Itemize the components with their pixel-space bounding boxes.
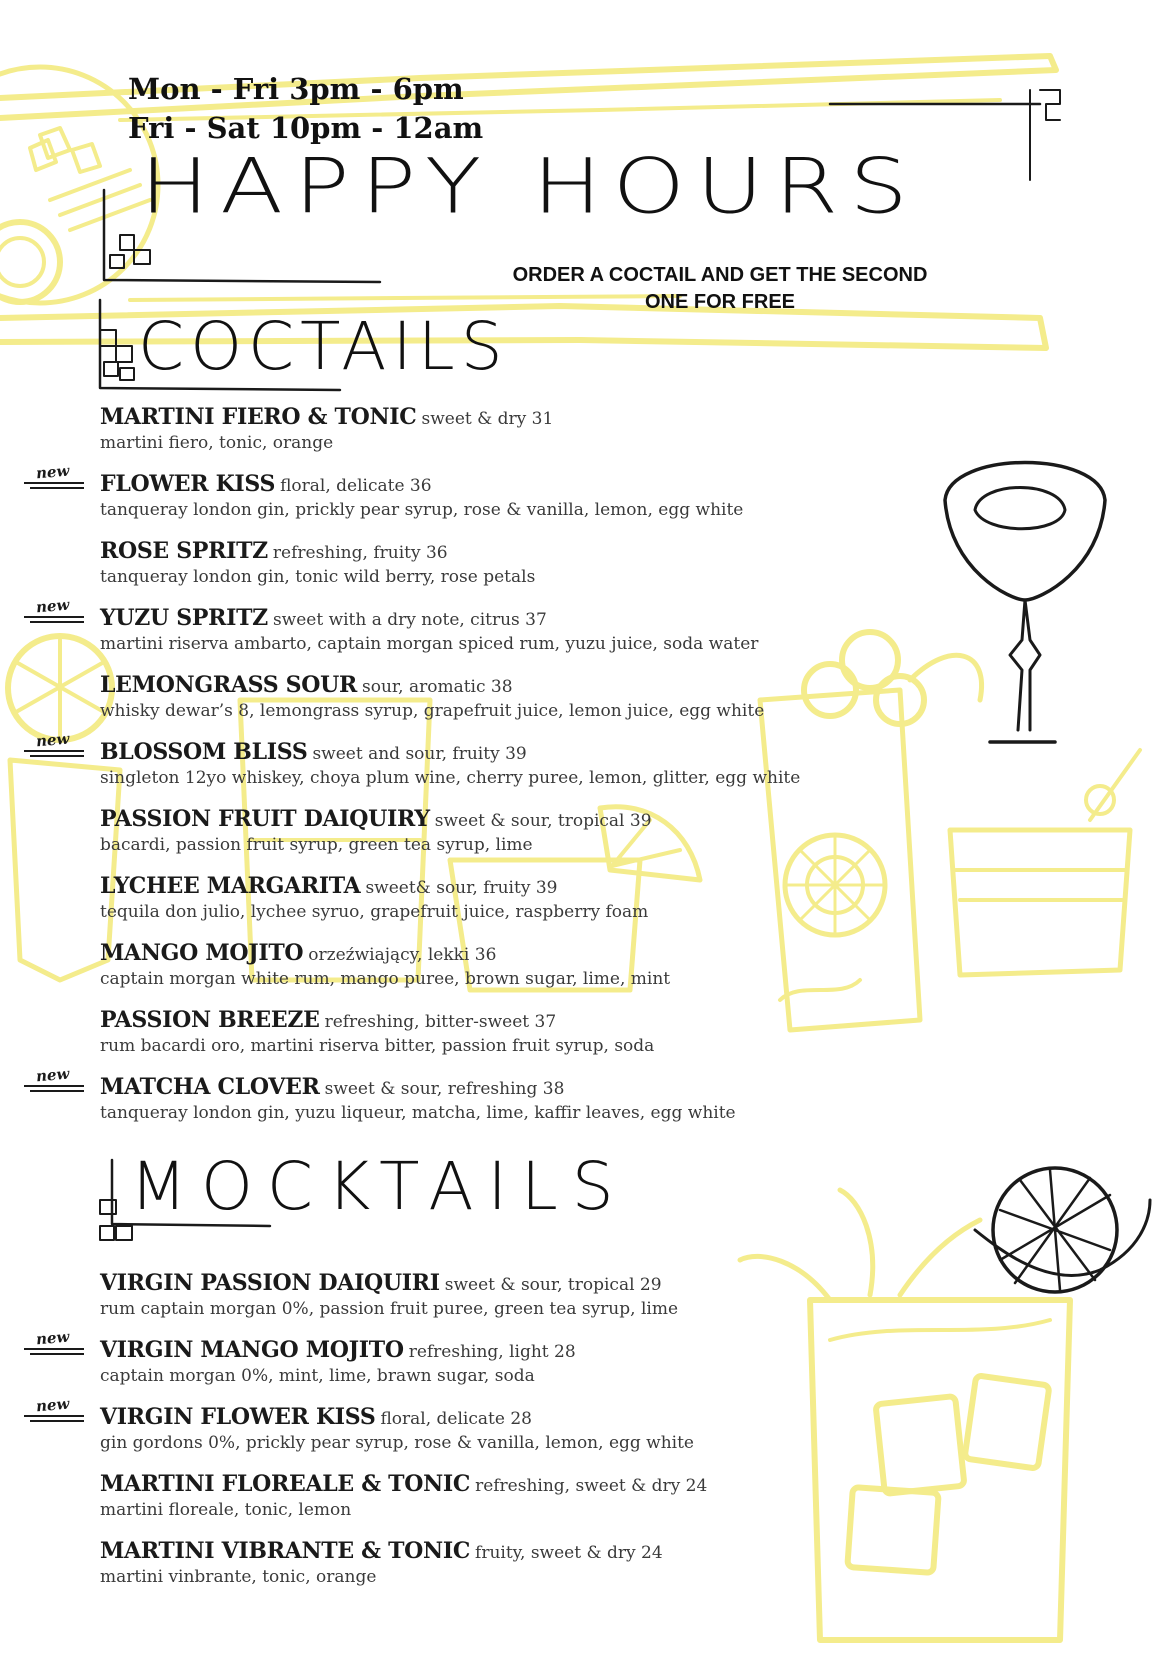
menu-item <box>100 739 880 789</box>
opening-hours <box>128 70 483 148</box>
menu-item-ingredients: tequila don julio, lychee syruo, grapefruit juice, raspberry foam <box>100 902 649 922</box>
menu-item-name: VIRGIN MANGO MOJITO <box>100 1337 404 1363</box>
offer-line-1: ORDER A COCTAIL AND GET THE SECOND <box>512 264 928 286</box>
new-badge-label: new <box>35 1327 71 1349</box>
promo-offer <box>490 262 950 316</box>
menu-item <box>100 404 880 454</box>
menu-item-tag-price: sweet & sour, tropical 39 <box>434 811 652 831</box>
menu-item-header <box>100 739 880 767</box>
menu-item-name: VIRGIN PASSION DAIQUIRI <box>100 1270 440 1296</box>
new-badge-underline <box>30 1090 84 1092</box>
menu-item-ingredients: captain morgan 0%, mint, lime, brawn sugar, soda <box>100 1366 535 1386</box>
menu-item-ingredients: rum captain morgan 0%, passion fruit puree, green tea syrup, lime <box>100 1299 678 1319</box>
hours-weekend: Fri - Sat 10pm - 12am <box>128 111 484 145</box>
menu-item-tag-price: refreshing, light 28 <box>408 1342 576 1362</box>
menu-item <box>100 672 880 722</box>
menu-item-name: PASSION BREEZE <box>100 1007 320 1033</box>
menu-item-tag-price: refreshing, bitter-sweet 37 <box>324 1012 557 1032</box>
hours-weekday: Mon - Fri 3pm - 6pm <box>128 72 464 106</box>
menu-item-name: YUZU SPRITZ <box>100 605 268 631</box>
menu-item-header <box>100 1270 880 1298</box>
menu-item-tag-price: sweet and sour, fruity 39 <box>312 744 527 764</box>
menu-item-ingredients: tanqueray london gin, yuzu liqueur, matcha, lime, kaffir leaves, egg white <box>100 1103 736 1123</box>
menu-item <box>100 1007 880 1057</box>
new-badge-underline <box>30 621 84 623</box>
menu-item <box>100 471 880 521</box>
menu-item <box>100 605 880 655</box>
menu-item-header <box>100 1471 880 1499</box>
new-badge-label: new <box>35 729 71 751</box>
menu-item-header <box>100 1538 880 1566</box>
new-badge-underline <box>24 750 84 752</box>
menu-item-tag-price: sweet & sour, refreshing 38 <box>324 1079 565 1099</box>
menu-item-name: BLOSSOM BLISS <box>100 739 308 765</box>
menu-item <box>100 1337 880 1387</box>
menu-item-ingredients: singleton 12yo whiskey, choya plum wine, cherry puree, lemon, glitter, egg white <box>100 768 801 788</box>
new-badge-label: new <box>35 595 71 617</box>
new-badge-underline <box>30 1420 84 1422</box>
menu-item-ingredients: tanqueray london gin, prickly pear syrup, rose & vanilla, lemon, egg white <box>100 500 744 520</box>
menu-item-name: MATCHA CLOVER <box>100 1074 320 1100</box>
new-badge <box>20 1394 88 1426</box>
menu-item <box>100 538 880 588</box>
menu-item-header <box>100 873 880 901</box>
menu-item <box>100 1471 880 1521</box>
new-badge-label: new <box>35 1064 71 1086</box>
menu-item <box>100 1074 880 1124</box>
menu-item-tag-price: refreshing, sweet & dry 24 <box>475 1476 708 1496</box>
menu-item <box>100 1270 880 1320</box>
menu-item-header <box>100 404 880 432</box>
menu-item-ingredients: martini riserva ambarto, captain morgan spiced rum, yuzu juice, soda water <box>100 634 759 654</box>
menu-item-tag-price: sweet & sour, tropical 29 <box>444 1275 662 1295</box>
menu-item <box>100 1538 880 1588</box>
menu-item-name: PASSION FRUIT DAIQUIRY <box>100 806 430 832</box>
menu-item-name: FLOWER KISS <box>100 471 276 497</box>
new-badge <box>20 1064 88 1096</box>
menu-item <box>100 806 880 856</box>
menu-item-name: MARTINI FIERO & TONIC <box>100 404 417 430</box>
menu-item-name: LYCHEE MARGARITA <box>100 873 361 899</box>
new-badge <box>20 595 88 627</box>
menu-item-ingredients: martini fiero, tonic, orange <box>100 433 334 453</box>
offer-line-2: ONE FOR FREE <box>644 291 795 313</box>
new-badge <box>20 461 88 493</box>
new-badge-underline <box>24 616 84 618</box>
menu-item-ingredients: gin gordons 0%, prickly pear syrup, rose & vanilla, lemon, egg white <box>100 1433 694 1453</box>
menu-item-header <box>100 1007 880 1035</box>
menu-item-tag-price: refreshing, fruity 36 <box>272 543 448 563</box>
menu-item-name: MANGO MOJITO <box>100 940 304 966</box>
menu-item-header <box>100 538 880 566</box>
menu-item-tag-price: floral, delicate 28 <box>380 1409 532 1429</box>
menu-item-name: ROSE SPRITZ <box>100 538 268 564</box>
new-badge-underline <box>24 1348 84 1350</box>
menu-item-ingredients: rum bacardi oro, martini riserva bitter, passion fruit syrup, soda <box>100 1036 655 1056</box>
new-badge-label: new <box>35 1394 71 1416</box>
menu-item-tag-price: sweet& sour, fruity 39 <box>365 878 558 898</box>
new-badge-label: new <box>35 461 71 483</box>
menu-item <box>100 940 880 990</box>
menu-item-tag-price: fruity, sweet & dry 24 <box>475 1543 663 1563</box>
menu-item-tag-price: orzeźwiający, lekki 36 <box>308 945 497 965</box>
section-title-cocktails: COCTAILS <box>138 308 509 385</box>
new-badge-underline <box>30 487 84 489</box>
new-badge-underline <box>24 1085 84 1087</box>
menu-item-ingredients: captain morgan white rum, mango puree, brown sugar, lime, mint <box>100 969 671 989</box>
menu-item-ingredients: martini vinbrante, tonic, orange <box>100 1567 377 1587</box>
menu-item-header <box>100 806 880 834</box>
new-badge <box>20 1327 88 1359</box>
menu-item-tag-price: sweet & dry 31 <box>421 409 554 429</box>
new-badge-underline <box>30 755 84 757</box>
menu-item-name: MARTINI VIBRANTE & TONIC <box>100 1538 471 1564</box>
new-badge-underline <box>30 1353 84 1355</box>
new-badge <box>20 729 88 761</box>
page-title: HAPPY HOURS <box>140 142 919 231</box>
menu-item-tag-price: sour, aromatic 38 <box>361 677 513 697</box>
menu-item-name: MARTINI FLOREALE & TONIC <box>100 1471 471 1497</box>
new-badge-underline <box>24 1415 84 1417</box>
menu-item-header <box>100 1404 880 1432</box>
menu-item-ingredients: bacardi, passion fruit syrup, green tea syrup, lime <box>100 835 533 855</box>
menu-item-header <box>100 1074 880 1102</box>
menu-item-name: VIRGIN FLOWER KISS <box>100 1404 376 1430</box>
menu-item-name: LEMONGRASS SOUR <box>100 672 357 698</box>
menu-item-tag-price: sweet with a dry note, citrus 37 <box>272 610 547 630</box>
menu-item-header <box>100 672 880 700</box>
menu-item-header <box>100 605 880 633</box>
menu-item-header <box>100 1337 880 1365</box>
menu-item-header <box>100 471 880 499</box>
menu-item-ingredients: martini floreale, tonic, lemon <box>100 1500 352 1520</box>
menu-item <box>100 873 880 923</box>
menu-item <box>100 1404 880 1454</box>
menu-item-tag-price: floral, delicate 36 <box>280 476 432 496</box>
menu-item-ingredients: tanqueray london gin, tonic wild berry, rose petals <box>100 567 536 587</box>
menu-item-header <box>100 940 880 968</box>
section-title-mocktails: MOCKTAILS <box>130 1148 628 1225</box>
menu-item-ingredients: whisky dewar’s 8, lemongrass syrup, grapefruit juice, lemon juice, egg white <box>100 701 765 721</box>
new-badge-underline <box>24 482 84 484</box>
